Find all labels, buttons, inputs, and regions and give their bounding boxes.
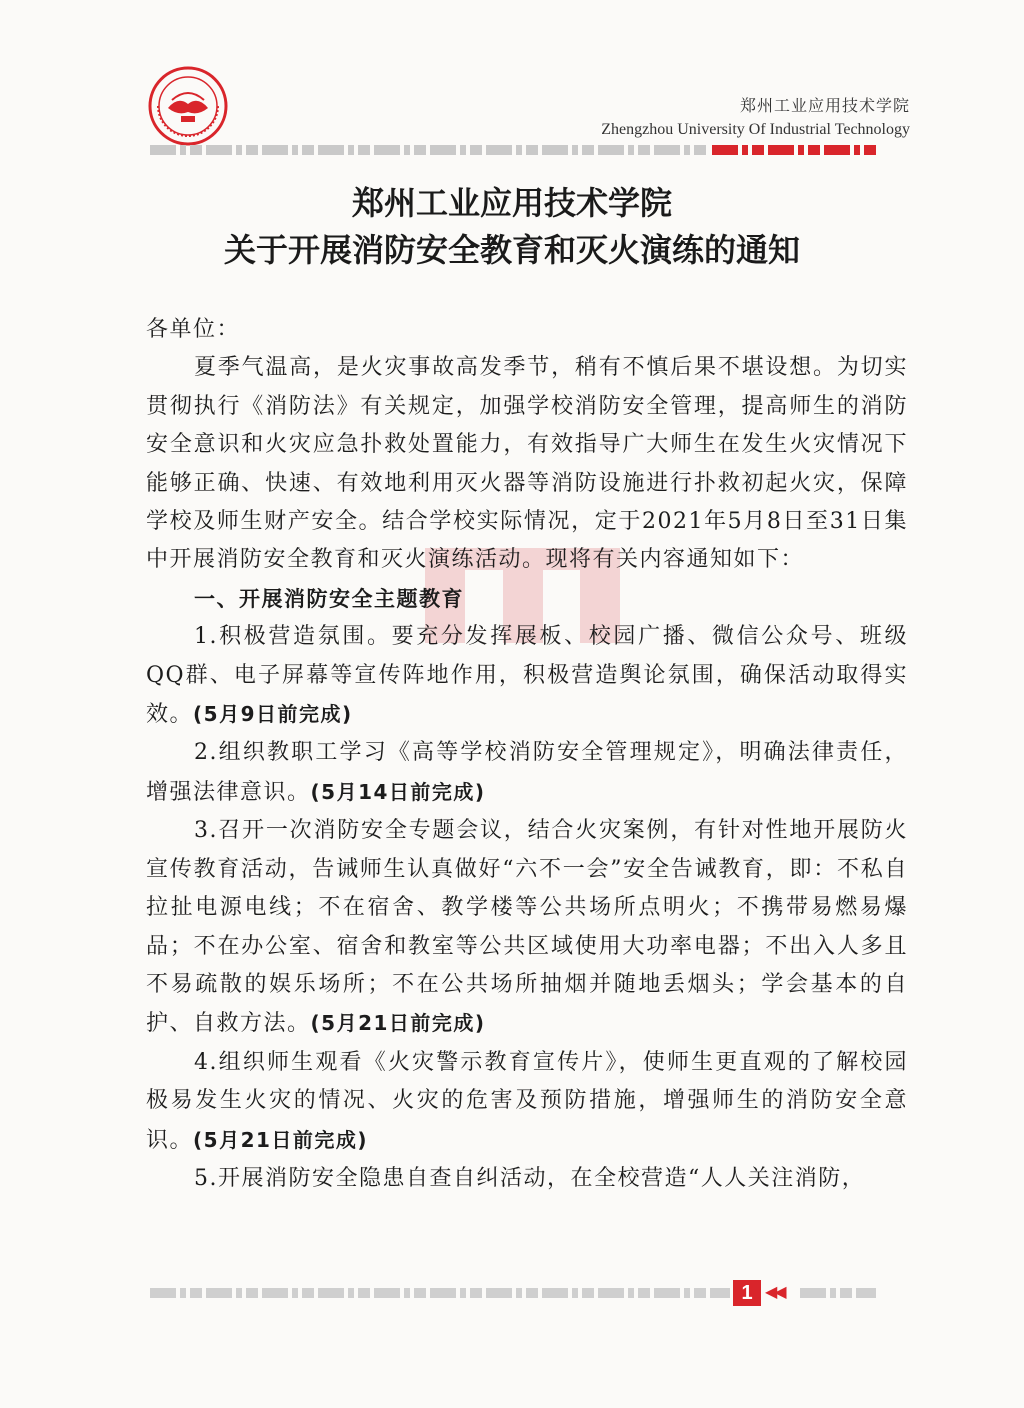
page-arrows-icon: ◀◀: [765, 1282, 784, 1301]
institution-header: [601, 94, 910, 142]
item-text: 3.召开一次消防安全专题会议，结合火灾案例，有针对性地开展防火宣传教育活动，告诫师生认真做好“六不一会”安全告诫教育，即：不私自拉扯电源电线；不在宿舍、教学楼等公共场所点明火；不携带易燃易爆品；不在办公室、宿舍和教室等公共区域使用大功率电器；不出入人多且不易疏散的娱乐场所；不在公共场所抽烟并随地丢烟头；学会基本的自护、自救方法。: [146, 818, 908, 1037]
item-text: 4.组织师生观看《火灾警示教育宣传片》，使师生更直观的了解校园极易发生火灾的情况、火灾的危害及预防措施，增强师生的消防安全意识。: [146, 1049, 908, 1153]
list-item: [146, 1160, 908, 1198]
header-decorative-band-red: [712, 145, 878, 155]
list-item: [146, 812, 908, 1043]
page-number: 1: [733, 1280, 761, 1306]
item-deadline: (5月21日前完成): [193, 1127, 369, 1152]
document-body: [146, 311, 908, 1198]
list-item: [146, 618, 908, 734]
item-text: 2.组织教职工学习《高等学校消防安全管理规定》，明确法律责任，增强法律意识。: [146, 740, 908, 805]
footer-decorative-band-right: [800, 1288, 876, 1298]
document-title-line-1: 郑州工业应用技术学院: [351, 184, 672, 222]
item-deadline: (5月14日前完成): [310, 779, 486, 804]
university-seal-logo: [148, 66, 228, 146]
item-deadline: (5月21日前完成): [310, 1011, 486, 1036]
list-item: [146, 1044, 908, 1160]
header-decorative-band: [150, 145, 710, 155]
item-deadline: (5月9日前完成): [193, 702, 353, 727]
list-item: [146, 734, 908, 812]
section-heading: 一、开展消防安全主题教育: [194, 586, 464, 611]
institution-name-cn: 郑州工业应用技术学院: [739, 96, 910, 115]
item-text: 1.积极营造氛围。要充分发挥展板、校园广播、微信公众号、班级QQ群、电子屏幕等宣传阵地作用，积极营造舆论氛围，确保活动取得实效。: [146, 624, 908, 728]
item-text: 5.开展消防安全隐患自查自纠活动，在全校营造“人人关注消防，: [194, 1165, 866, 1191]
footer-decorative-band: [150, 1288, 730, 1298]
document-title-line-2: 关于开展消防安全教育和灭火演练的通知: [223, 231, 800, 269]
intro-paragraph: 夏季气温高，是火灾事故高发季节，稍有不慎后果不堪设想。为切实贯彻执行《消防法》有关规定，加强学校消防安全管理，提高师生的消防安全意识和火灾应急扑救处置能力，有效指导广大师生在发生火灾情况下能够正确、快速、有效地利用灭火器等消防设施进行扑救初起火灾，保障学校及师生财产安全。结合学校实际情况，定于2021年5月8日至31日集中开展消防安全教育和灭火演练活动。现将有关内容通知如下：: [146, 355, 908, 573]
salutation: 各单位：: [146, 317, 241, 342]
institution-name-en: Zhengzhou University Of Industrial Technology: [601, 121, 910, 138]
